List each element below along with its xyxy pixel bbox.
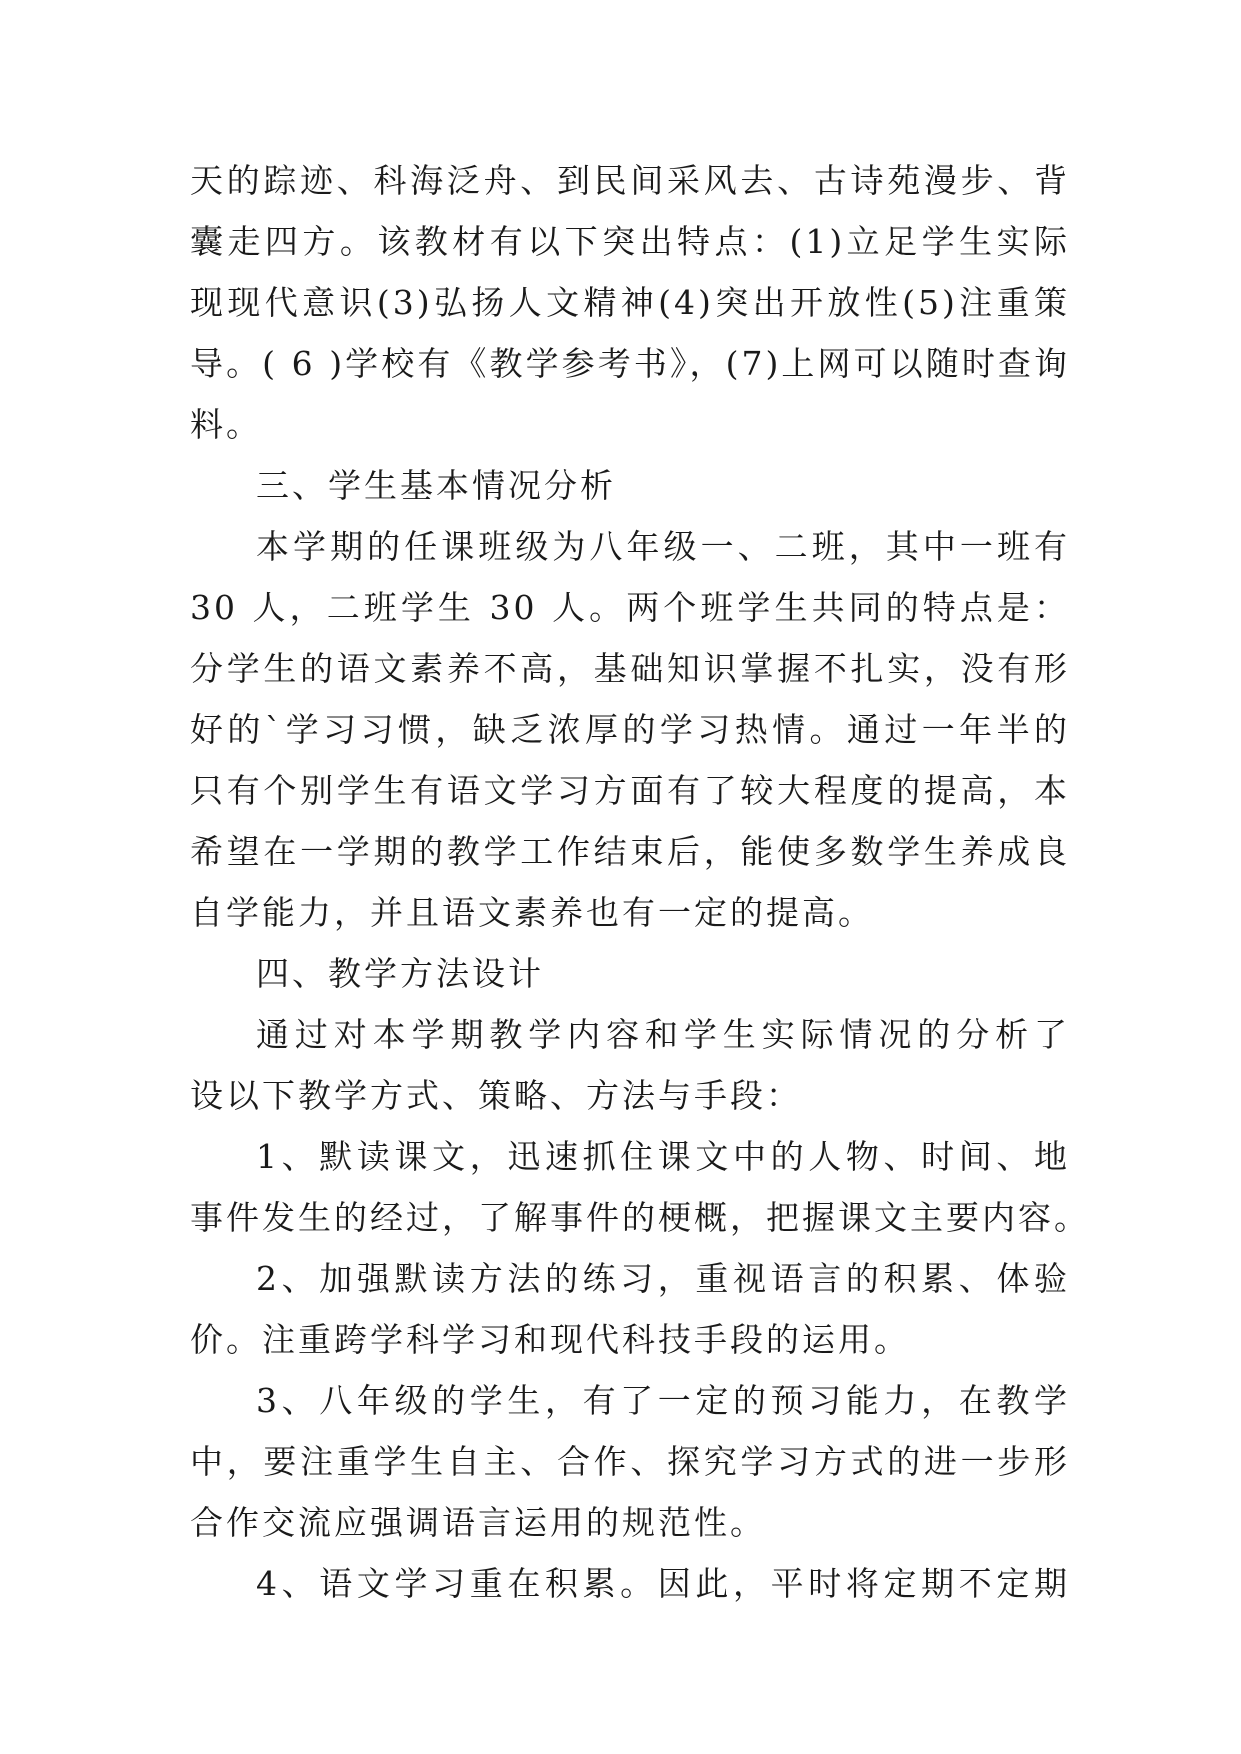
text-line: 三、学生基本情况分析 (256, 466, 616, 505)
text-line: 1、默读课文，迅速抓住课文中的人物、时间、地 (256, 1137, 1070, 1176)
text-line: 4、语文学习重在积累。因此，平时将定期不定期 (256, 1564, 1070, 1603)
text-line: 只有个别学生有语文学习方面有了较大程度的提高，本 (190, 771, 1070, 810)
text-line: 通过对本学期教学内容和学生实际情况的分析了 (256, 1015, 1070, 1054)
text-line: 天的踪迹、科海泛舟、到民间采风去、古诗苑漫步、背 (190, 161, 1070, 200)
text-line: 料。 (190, 405, 262, 444)
text-line: 囊走四方。该教材有以下突出特点：(1)立足学生实际 (190, 222, 1070, 261)
text-line: 2、加强默读方法的练习，重视语言的积累、体验 (256, 1259, 1070, 1298)
document-body (190, 150, 1090, 1614)
text-line: 合作交流应强调语言运用的规范性。 (190, 1503, 766, 1542)
text-line: 事件发生的经过，了解事件的梗概，把握课文主要内容。 (190, 1198, 1090, 1237)
text-line: 四、教学方法设计 (256, 954, 544, 993)
text-line: 价。注重跨学科学习和现代科技手段的运用。 (190, 1320, 910, 1359)
text-line: 中，要注重学生自主、合作、探究学习方式的进一步形 (190, 1442, 1070, 1481)
text-line: 自学能力，并且语文素养也有一定的提高。 (190, 893, 874, 932)
text-line: 3、八年级的学生，有了一定的预习能力，在教学 (256, 1381, 1070, 1420)
text-line: 本学期的任课班级为八年级一、二班，其中一班有 (256, 527, 1070, 566)
text-line: 好的`学习习惯，缺乏浓厚的学习热情。通过一年半的 (190, 710, 1070, 749)
text-line: 导。( 6 )学校有《教学参考书》，(7)上网可以随时查询 (190, 344, 1070, 383)
text-line: 现现代意识(3)弘扬人文精神(4)突出开放性(5)注重策 (190, 283, 1070, 322)
text-line: 30 人，二班学生 30 人。两个班学生共同的特点是： (190, 588, 1070, 627)
text-line: 希望在一学期的教学工作结束后，能使多数学生养成良 (190, 832, 1070, 871)
text-line: 分学生的语文素养不高，基础知识掌握不扎实，没有形 (190, 649, 1070, 688)
text-line: 设以下教学方式、策略、方法与手段： (190, 1076, 802, 1115)
